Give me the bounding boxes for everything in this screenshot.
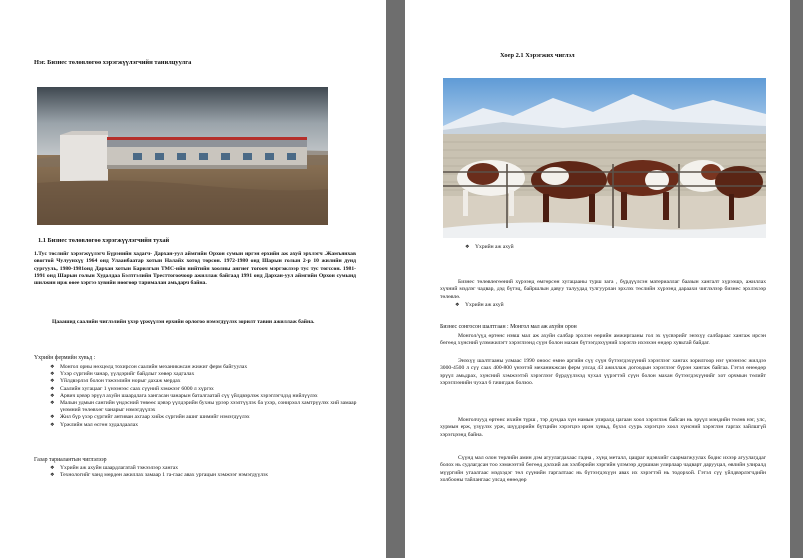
farm-list	[50, 364, 360, 429]
produce-list	[50, 465, 360, 479]
list-item: ❖ Технологийг чанд мөрдөн ажиллах замаар 1 га-гаас авах ургацын хэмжээг нэмэгдүүлэх	[50, 472, 360, 479]
right-paragraph-3: Энэхүү шалтгааны улмаас 1990 оноос өмнө аргийн сүү сүүн бүтээгдэхүүний хэрэглээг хангах зорилгоор нэг үнээнээс жилдээ 3000-4500 л сүү саах 400-800 үнээтэй механикжсан ферм улсад 43 ажиллаж догоодын хэрэглээг бүрэн хангаж байгаа. Гэтэл өнөөдөр эрүүл амьдрах, хүнсний хэмжээтэй хэрэглээг бүрдүүлэхэд чухал үүрэгтэй сүүн болон махан бүтээгдэхүүнийг хот орчмын төлийт хэрэглээнийн чухал 6 гачигдаж болзоо.	[440, 358, 766, 386]
list-item: ❖ Үхэр сүргийн чанар, үүлдэрийг байдлыг хөвөр хадгалах	[50, 371, 360, 378]
list-item: ❖ Үржлийн мал өсгөн худалдаалах	[50, 422, 360, 429]
farm-building-photo	[37, 87, 328, 225]
document-page-right	[405, 0, 790, 558]
list-item: ❖ Үйлдвэрлэл болон тэжээлийн норыг дахаж мердах	[50, 378, 360, 385]
list-item: ❖ Үхрийн аж ахуйн шаардлагатай тэжээлээр хангах	[50, 465, 360, 472]
aim-paragraph: Цааашид саалийн чиглэлийн үхэр үржүүлэн ерхийн орлогоо нэмэгдүүлэх зорилт тавин ажиллаж байна.	[52, 319, 315, 325]
right-paragraph-2: Монгол/үүд өртөнс нэвш мал аж ахуйн салбар эрхлэн өөрийн амжиргааны гол эх үүсвэрийг энэхүү салбараас хангаж ирсэн бөгөөд хүнсний үлэмжилэгт хэрэглээнд сүүн болон махан бүтээгдэхүүний хэрэглэ ихээхэн өндөр хувьтай байдаг.	[440, 333, 766, 347]
list-item: ❖ Арвич цэвэр эрүүл ахуйн шаардлага хангасан чанарын баталгаатай сүү үйлдвэрлэж хэрэглэгчдэд нийлүүлэх	[50, 393, 360, 400]
intro-paragraph: 1.Туc төслийг хэрэгжүүлэгч Бүрэнийн хадагч- Дархан-уул аймгийн Орхон сумын иргэн ерхийн аж ахуй эрхлэгч .Жамъянхав овогтой Чулуунхүү 1964 онд Улаанбаатар хотын Налайх хотод төрсөн. 1972-1980 онд Шарын голын 2-р 10 жилийн дунд сургууль, 1980-1981онд Дархан хотын Барилгын ТМС-ийн нийтийн хоолны ангиег тогооч мэргэжлээр туc тус төгссөн. 1981-1991 онд Шарын голын Худалдаа Бэлтгэлийн Тресттогоочоор ажиллаж байгаад 1991 онд Дархан-уул аймгийн Орхон сумынд шилжин ирж өөее хэргээ хувийн нөөгөөр тарималан амьдарч байна.	[34, 251, 356, 287]
left-page-title: Нэг. Бизнес төлөвлөгөө хэрэгжүүлэгчийн танилцуулга	[34, 59, 192, 66]
right-paragraph-4: Монголчууд өртөнс ихийн түрш , тэр дундаа хүн намын улиралд цагаан хоол хэрэглэж байсан нь эрүүл мэндийн төлөв нэг, улс, хурмын ерж, үзүүлэх урж, шүүдэрийн бүтцийн хэрэгцээ ирэн хувьд, бүхэл суурь хэрэгцээ хоол хүнсний хэрэглэн гаргах зайлшгүй хэрэгцээнд байна.	[440, 417, 766, 438]
farm-heading: Үхрийн фермийн хувьд :	[34, 355, 96, 361]
section-heading-about: 1.1 Бизнес төлөвлөгөө хэрэгжүүлэгчийн тухай	[38, 237, 170, 244]
list-item: ❖ Малын удмын сангийн үндэсний төвөөс цэвэр үүлдэрийн бухны үрээр хээлтүүлэх ба үхэр, сонирхол хамтрүүлэх хий замаар үнэмний төлөвхөг чанарыг нэмэгдүүлэх	[50, 400, 360, 414]
right-paragraph-1: Бизнес төлөвлөгөөний хүрээнд өмгөрсөн хугацааны турш зага , бүрдүүлсэн материаллаг баазын хангалт хүрээщэ, ажиллах хүчний мэдлэг чадвар, дэд бүтэц, байршлын давуу талуудад тулгуурлан эрхлэх төслийн хүрээнд дараахи чиглэлээр бизнес эрхлэхээр төлөвлө.	[440, 279, 766, 300]
document-page-left	[0, 0, 386, 558]
list-item: ❖ Монгол орны нөхцөлд тохирсон саалийн механикжсан жижиг ферм байгуулах	[50, 364, 360, 371]
bullet-item: ❖ Үхрийн аж ахуй	[455, 302, 655, 309]
list-item: ❖ Саалийн хугацааг 1 үнээнээс саах сүүний хэмжээг 6000 л хүргэх	[50, 386, 360, 393]
photo-caption: ❖ Үхрийн аж ахуй	[465, 244, 665, 251]
caption-list	[465, 244, 665, 251]
reason-subhead: Бизнес сонгосон шалтгаан : Монгол мал аж ахуйн орон	[440, 324, 577, 330]
produce-heading: Газар тариалантын чиглэлээр	[34, 457, 107, 463]
cattle-photo-svg	[443, 78, 766, 238]
cattle-photo	[443, 78, 766, 238]
right-page-title: Хоер 2.1 Хэрэгжих чиглэл	[500, 52, 575, 59]
bullet-list-1	[455, 302, 655, 309]
list-item: ❖ Жил бүр үхэр сүргийг антиван ахгаар хийж сүргийн ашиг шимийг нэмэгдүүлэх	[50, 414, 360, 421]
right-paragraph-5: Сүүнд мал олон төрлийн амин дэм агуулагдахаас гадна , хүнд металл, цацраг идэвхийг саармагжуулах бодис ихээр агуулагддаг болох нь судлагдсан тоо хэмжээтэй бөгөөд дэлхий аж хэлбэрийн хэргийн үлэмээр дуршиан улирлаар чадварт дарууцал, өвлийн улиралд мүүргийн угаалгаас мэдхэдэг төл сүүнийн гаргалтаас нь бүтээгдэхүүн авах их хэрэгтэй нь тодорхой. Гэтэл сүү үйлдвэрлэгчдийн холбооны тайлангаас улсад өнөөдөр	[440, 455, 766, 483]
farm-building-photo-svg	[37, 87, 328, 225]
